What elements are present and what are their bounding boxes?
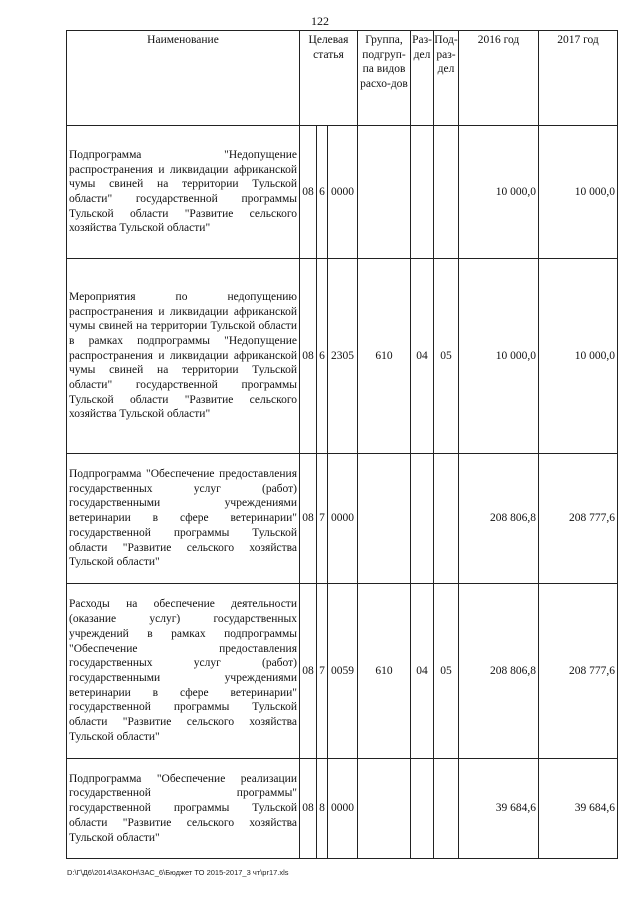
table-row — [67, 126, 618, 259]
table-row — [67, 759, 618, 859]
row-subsection: 05 — [434, 259, 459, 454]
row-section: 04 — [411, 259, 434, 454]
header-row — [67, 31, 618, 126]
row-amount-2017: 10 000,0 — [539, 126, 618, 259]
file-path-footer: D:\Г\Д6\2014\ЗАКОН\ЗАС_6\Бюджет ТО 2015-2017_3 чт\pr17.xls — [67, 868, 289, 877]
row-code-direction: 0059 — [328, 584, 358, 759]
row-name: Мероприятия по недопущению распространения и ликвидации африканской чумы свиней на территории Тульской области в рамках подпрограммы "Недопущение распространения и ликвидации африканской чумы свиней на территории Тульской области" государственной программы Тульской области "Развитие сельского хозяйства Тульской области" — [67, 259, 300, 454]
row-code-program: 08 — [300, 584, 317, 759]
row-group — [358, 126, 411, 259]
row-code-subprogram: 8 — [317, 759, 328, 859]
row-group — [358, 759, 411, 859]
row-subsection — [434, 126, 459, 259]
header-name: Наименование — [67, 31, 300, 126]
row-code-program: 08 — [300, 454, 317, 584]
row-amount-2017: 208 777,6 — [539, 454, 618, 584]
row-section: 04 — [411, 584, 434, 759]
row-section — [411, 126, 434, 259]
row-name: Расходы на обеспечение деятельности (оказание услуг) государственных учреждений в рамках подпрограммы "Обеспечение предоставления государственных услуг (работ) государственными учреждениями ветеринарии в сфере ветеринарии" государственной программы Тульской области "Развитие сельского хозяйства Тульской области" — [67, 584, 300, 759]
header-section: Раз-дел — [411, 31, 434, 126]
row-group: 610 — [358, 259, 411, 454]
row-code-direction: 2305 — [328, 259, 358, 454]
row-group: 610 — [358, 584, 411, 759]
budget-table — [66, 30, 618, 859]
row-amount-2017: 10 000,0 — [539, 259, 618, 454]
row-code-subprogram: 6 — [317, 259, 328, 454]
table-row — [67, 454, 618, 584]
row-code-program: 08 — [300, 259, 317, 454]
row-subsection — [434, 759, 459, 859]
row-amount-2016: 10 000,0 — [459, 126, 539, 259]
row-section — [411, 454, 434, 584]
row-name: Подпрограмма "Недопущение распространения и ликвидации африканской чумы свиней на территории Тульской области" государственной программы Тульской области "Развитие сельского хозяйства Тульской области" — [67, 126, 300, 259]
row-amount-2016: 10 000,0 — [459, 259, 539, 454]
row-code-program: 08 — [300, 759, 317, 859]
header-subsection: Под-раз-дел — [434, 31, 459, 126]
header-target-article: Целевая статья — [300, 31, 358, 126]
row-amount-2017: 39 684,6 — [539, 759, 618, 859]
row-section — [411, 759, 434, 859]
row-code-subprogram: 6 — [317, 126, 328, 259]
row-code-direction: 0000 — [328, 454, 358, 584]
header-year-2016: 2016 год — [459, 31, 539, 126]
row-code-program: 08 — [300, 126, 317, 259]
row-code-direction: 0000 — [328, 759, 358, 859]
header-group: Группа, подгруп-па видов расхо-дов — [358, 31, 411, 126]
table-row — [67, 259, 618, 454]
row-code-direction: 0000 — [328, 126, 358, 259]
row-amount-2017: 208 777,6 — [539, 584, 618, 759]
row-subsection — [434, 454, 459, 584]
row-code-subprogram: 7 — [317, 454, 328, 584]
row-subsection: 05 — [434, 584, 459, 759]
table-row — [67, 584, 618, 759]
row-amount-2016: 39 684,6 — [459, 759, 539, 859]
row-amount-2016: 208 806,8 — [459, 584, 539, 759]
row-name: Подпрограмма "Обеспечение реализации государственной программы" государственной программы Тульской области "Развитие сельского хозяйства Тульской области" — [67, 759, 300, 859]
row-code-subprogram: 7 — [317, 584, 328, 759]
row-group — [358, 454, 411, 584]
row-name: Подпрограмма "Обеспечение предоставления государственных услуг (работ) государственными учреждениями ветеринарии в сфере ветеринарии" государственной программы Тульской области "Развитие сельского хозяйства Тульской области" — [67, 454, 300, 584]
page-number: 122 — [311, 14, 329, 28]
header-year-2017: 2017 год — [539, 31, 618, 126]
row-amount-2016: 208 806,8 — [459, 454, 539, 584]
